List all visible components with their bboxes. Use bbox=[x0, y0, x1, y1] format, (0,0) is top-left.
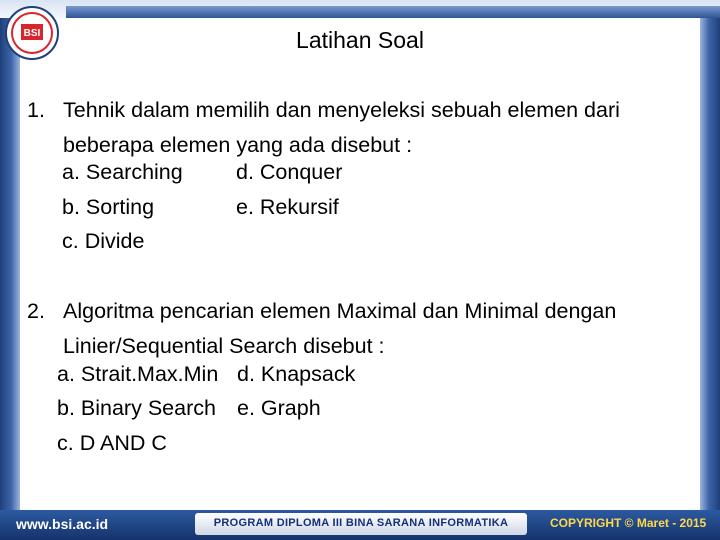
option-b: b. Binary Search bbox=[57, 396, 216, 420]
option-a: a. Searching bbox=[62, 160, 183, 184]
footer-program-banner bbox=[195, 513, 527, 535]
svg-text:BSI: BSI bbox=[23, 28, 41, 39]
option-c: c. Divide bbox=[62, 229, 145, 253]
slide-title: Latihan Soal bbox=[296, 27, 424, 53]
top-rail bbox=[66, 6, 720, 18]
footer-url: www.bsi.ac.id bbox=[16, 516, 109, 532]
question-number: 2. bbox=[27, 299, 45, 323]
right-frame-band bbox=[700, 18, 720, 510]
footer-program-text: PROGRAM DIPLOMA III BINA SARANA INFORMATIKA bbox=[213, 517, 509, 529]
question-stem: Algoritma pencarian elemen Maximal dan Minimal dengan Linier/Sequential Search disebut : bbox=[63, 299, 617, 358]
option-d: d. Knapsack bbox=[237, 362, 356, 386]
option-e: e. Rekursif bbox=[236, 195, 339, 219]
left-frame-band bbox=[0, 18, 20, 510]
option-e: e. Graph bbox=[237, 396, 321, 420]
option-c: c. D AND C bbox=[57, 431, 167, 455]
option-d: d. Conquer bbox=[236, 160, 343, 184]
footer-bar bbox=[0, 510, 720, 540]
footer-copyright: COPYRIGHT © Maret - 2015 bbox=[550, 516, 707, 530]
option-b: b. Sorting bbox=[62, 195, 155, 219]
option-a: a. Strait.Max.Min bbox=[57, 362, 219, 386]
question-number: 1. bbox=[27, 98, 45, 122]
question-stem: Tehnik dalam memilih dan menyeleksi sebuah elemen dari beberapa elemen yang ada disebut : bbox=[63, 98, 620, 157]
